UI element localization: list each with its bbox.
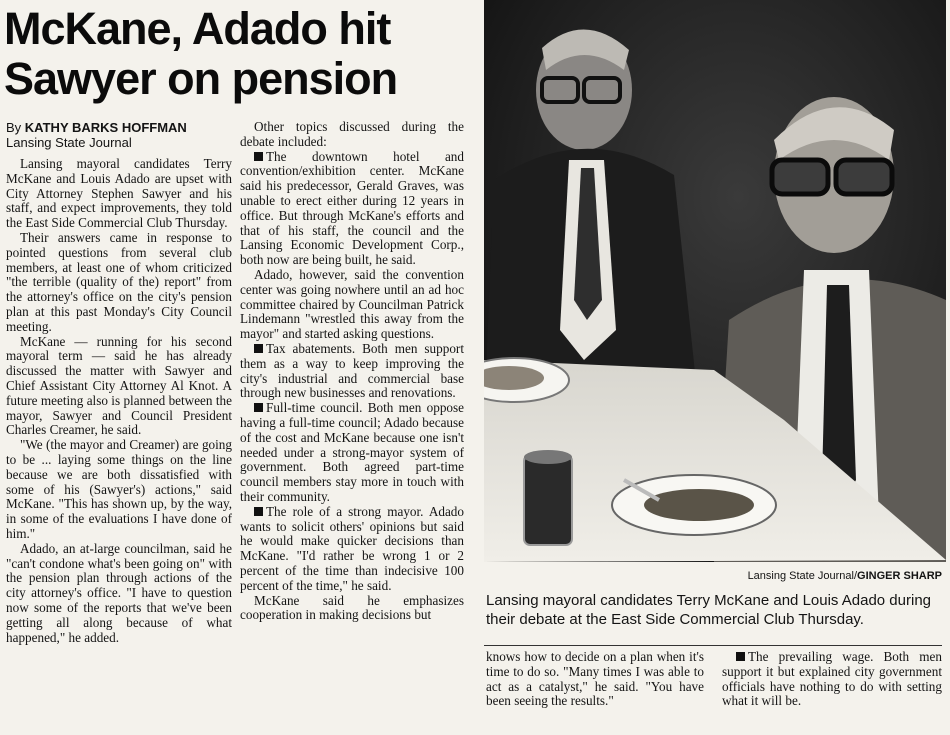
topics-intro: Other topics discussed during the debate included: <box>240 120 464 149</box>
paragraph: Lansing mayoral candidates Terry McKane and Louis Adado are upset with City Attorney Stephen Sawyer and his staff, and expect improvements, they told the East Side Commercial Club Thursday. <box>6 157 232 231</box>
paragraph: Adado, however, said the convention center was going nowhere until an ad hoc committee chaired by Councilman Patrick Lindemann "wrestled this away from the mayor" and started asking questions. <box>240 266 464 342</box>
article-column-3 <box>486 650 704 735</box>
bullet-text: The prevailing wage. Both men support it but explained city government officials have nothing to do with setting what it will be. <box>722 650 942 709</box>
credit-name: GINGER SHARP <box>857 570 942 582</box>
article-column-1 <box>6 157 232 735</box>
paragraph: McKane said he emphasizes cooperation in making decisions but <box>240 592 464 623</box>
photo-illustration <box>484 0 946 562</box>
bullet-item <box>240 505 464 594</box>
square-bullet-icon <box>736 652 745 661</box>
debate-photo <box>484 0 946 562</box>
bullet-text: The role of a strong mayor. Adado wants to solicit others' opinions but said he would make quicker decisions than McKane. "I'd rather be wrong 1 or 2 percent of the time than indecisive 100 percent of the time," he said. <box>240 503 464 593</box>
bullet-item <box>722 650 942 709</box>
credit-prefix: Lansing State Journal/ <box>747 570 858 582</box>
bullet-item <box>240 401 464 505</box>
bullet-item <box>240 150 464 268</box>
byline-prefix: By <box>6 120 25 135</box>
headline <box>4 4 474 104</box>
square-bullet-icon <box>254 344 263 353</box>
paragraph: McKane — running for his second mayoral term — said he has already discussed the matter with Sawyer and Chief Assistant City Attorney Al Knot. A future meeting also is planned between the mayor, Sawyer and Council President Charles Creamer, he said. <box>6 333 232 438</box>
paragraph: Adado, an at-large councilman, said he "can't condone what's been going on" with the pension plan through actions of the city attorney's office. "I have to question now some of the reports that we've been getting all along because of what happened," he added. <box>6 540 232 645</box>
byline-author: KATHY BARKS HOFFMAN <box>24 120 187 135</box>
article-column-4 <box>722 650 942 735</box>
headline-line-2: Sawyer on pension <box>4 53 398 104</box>
photo-credit <box>484 570 942 583</box>
square-bullet-icon <box>254 507 263 516</box>
paragraph: "We (the mayor and Creamer) are going to be ... laying some things on the line because we are both dissatisfied with some of his (Sawyer's) actions," said McKane. "This has shown up, by the way, in some of the evaluations I have done of him." <box>6 437 232 541</box>
article-column-2 <box>240 120 464 735</box>
square-bullet-icon <box>254 403 263 412</box>
bullet-text: Full-time council. Both men oppose having a full-time council; Adado because of the cost and McKane because one isn't needed under a strong-mayor system of government. Both agreed part-time council members stay more in touch with their community. <box>240 400 464 504</box>
byline-outlet: Lansing State Journal <box>6 135 132 150</box>
bullet-item <box>240 342 464 401</box>
headline-line-1: McKane, Adado hit <box>4 3 391 54</box>
paragraph: knows how to decide on a plan when it's time to do so. "Many times I was able to act as a catalyst," he said. "You have been seeing the results." <box>486 650 704 709</box>
caption-divider <box>484 645 942 646</box>
bullet-text: The downtown hotel and convention/exhibition center. McKane said his predecessor, Gerald Graves, was unable to erect either during 12 years in office. But through McKane's efforts and that of his staff, the council and the Lansing Economic Development Corp., both now are being built, he said. <box>240 148 464 268</box>
byline <box>6 120 236 150</box>
bullet-text: Tax abatements. Both men support them as a way to keep improving the city's industrial and commercial base through new businesses and renovations. <box>240 340 464 401</box>
paragraph: Their answers came in response to pointed questions from several club members, at least one of whom criticized "the terrible (quality of the) report" from the attorney's office on the city's pension plan at this past Monday's City Council meeting. <box>6 229 232 334</box>
photo-caption: Lansing mayoral candidates Terry McKane and Louis Adado during their debate at the East Side Commercial Club Thursday. <box>486 592 932 628</box>
square-bullet-icon <box>254 152 263 161</box>
